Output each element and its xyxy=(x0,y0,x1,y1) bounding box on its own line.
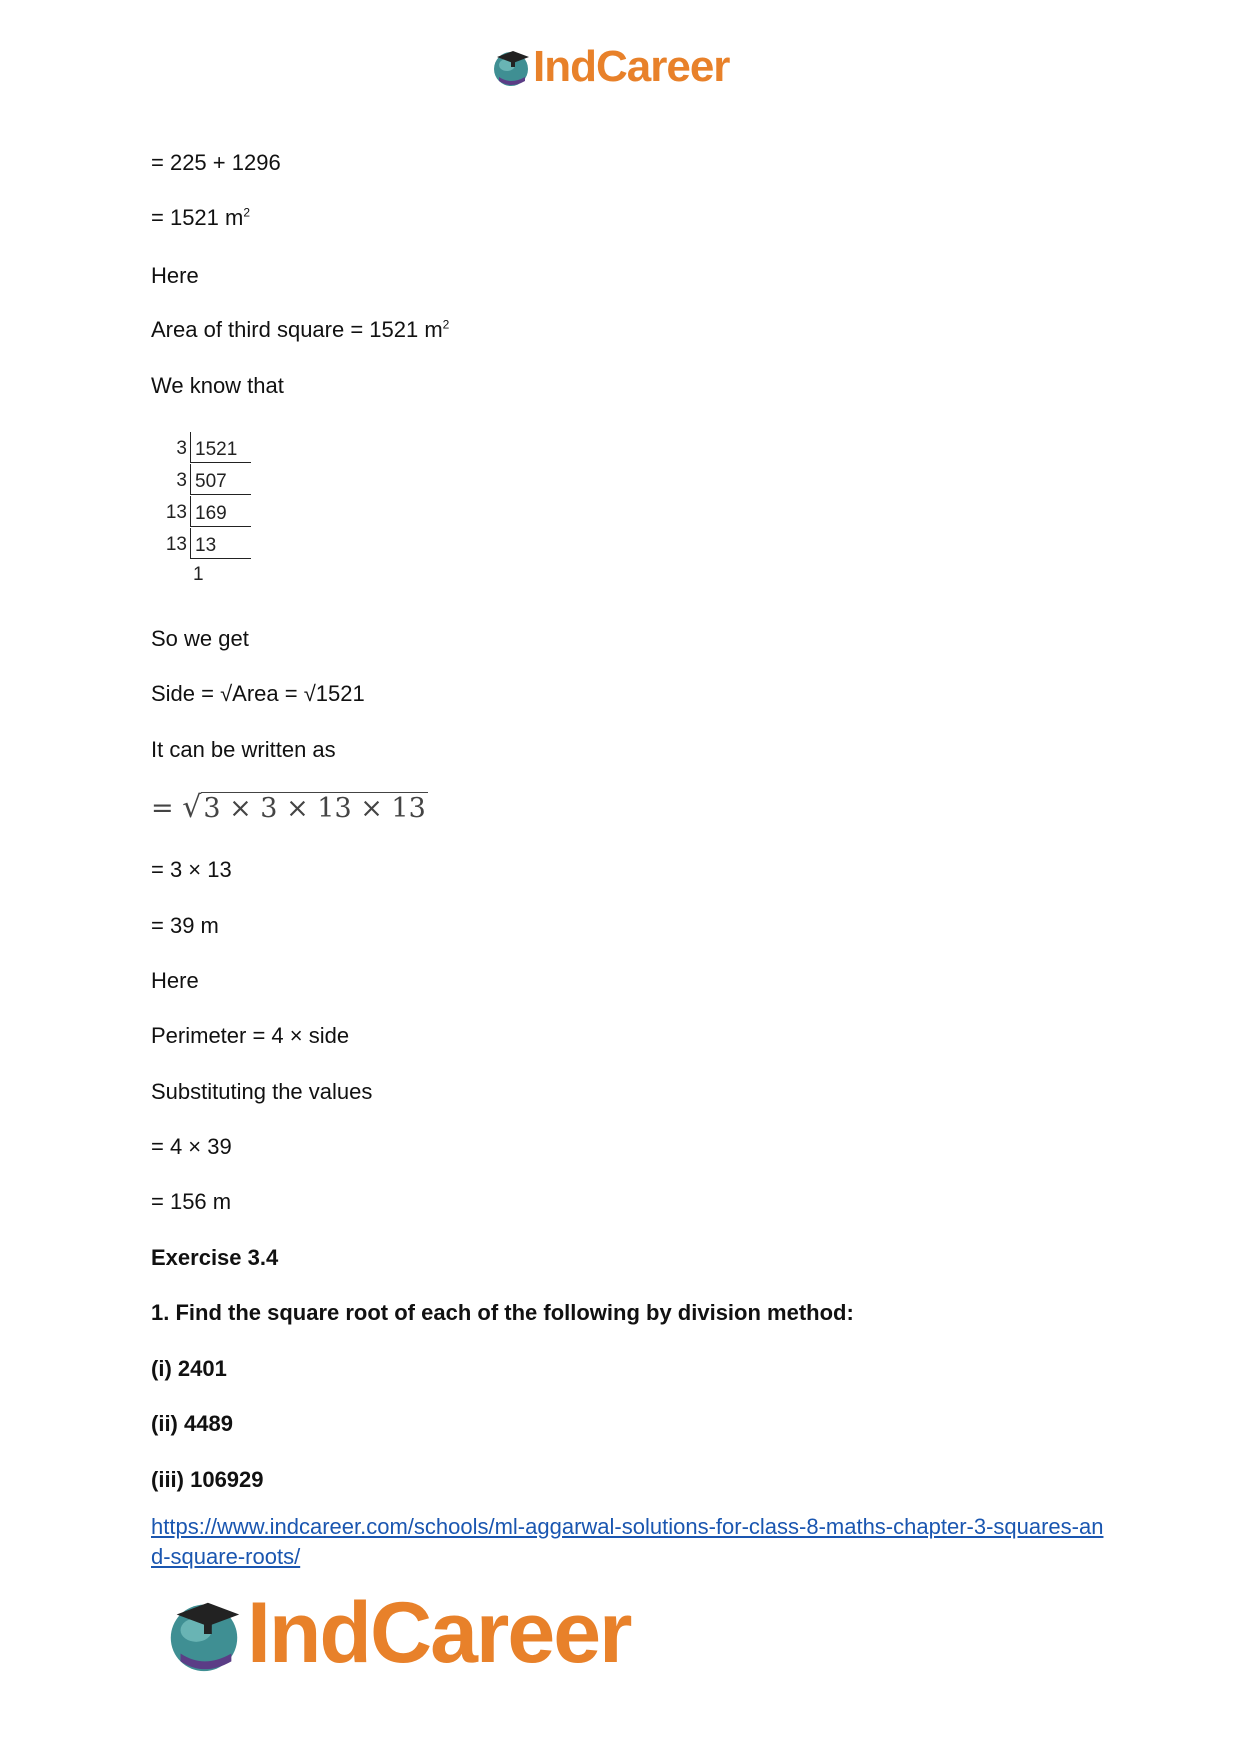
dividend: 1521 xyxy=(190,432,251,463)
text-line: So we get xyxy=(151,626,249,651)
footer-logo xyxy=(161,1584,631,1683)
text-line: = 3 × 13 xyxy=(151,857,232,882)
superscript: 2 xyxy=(243,205,251,220)
dividend: 507 xyxy=(190,464,251,495)
text-line: = 39 m xyxy=(151,913,219,938)
divisor: 13 xyxy=(165,534,187,555)
header-logo-text: IndCareer xyxy=(533,42,730,91)
text-line: Area of third square = 1521 $m^2$ xyxy=(151,317,450,342)
final-quotient: 1 xyxy=(193,564,204,585)
header-logo xyxy=(489,42,729,92)
text-line: Here xyxy=(151,263,199,288)
dividend: 169 xyxy=(190,496,251,527)
question-part: (iii) 106929 xyxy=(151,1467,264,1492)
text-line: It can be written as xyxy=(151,737,336,762)
superscript: 2 xyxy=(442,317,450,332)
exercise-question: 1. Find the square root of each of the following by division method: xyxy=(151,1300,854,1325)
text-line: We know that xyxy=(151,373,284,398)
question-part: (i) 2401 xyxy=(151,1356,227,1381)
dividend: 13 xyxy=(190,528,251,559)
text-line: Substituting the values xyxy=(151,1079,373,1104)
equals-sign: = xyxy=(151,793,174,824)
exercise-title: Exercise 3.4 xyxy=(151,1245,279,1270)
text-line: = 4 × 39 xyxy=(151,1134,232,1159)
footer-logo-text: IndCareer xyxy=(247,1585,631,1681)
radical-sign: √ xyxy=(182,790,202,825)
text-line: Side = √Area = √1521 xyxy=(151,681,365,706)
text-line: Perimeter = 4 × side xyxy=(151,1023,350,1048)
divisor: 3 xyxy=(176,470,187,491)
text-line: Here xyxy=(151,968,199,993)
text-line: = 156 m xyxy=(151,1189,232,1214)
text-line: = 225 + 1296 xyxy=(151,150,281,175)
source-link[interactable]: https://www.indcareer.com/schools/ml-aggarwal-solutions-for-class-8-maths-chapter-3-squares-and-square-roots/ xyxy=(151,1514,1104,1569)
text-line: = 1521 $m^2$ xyxy=(151,205,251,230)
graduation-globe-icon xyxy=(489,45,533,89)
graduation-globe-icon xyxy=(161,1591,247,1677)
divisor: 3 xyxy=(176,438,187,459)
radicand: 3 × 3 × 13 × 13 xyxy=(203,793,426,824)
sqrt-expression xyxy=(151,788,428,829)
question-part: (ii) 4489 xyxy=(151,1411,233,1436)
divisor: 13 xyxy=(165,502,187,523)
